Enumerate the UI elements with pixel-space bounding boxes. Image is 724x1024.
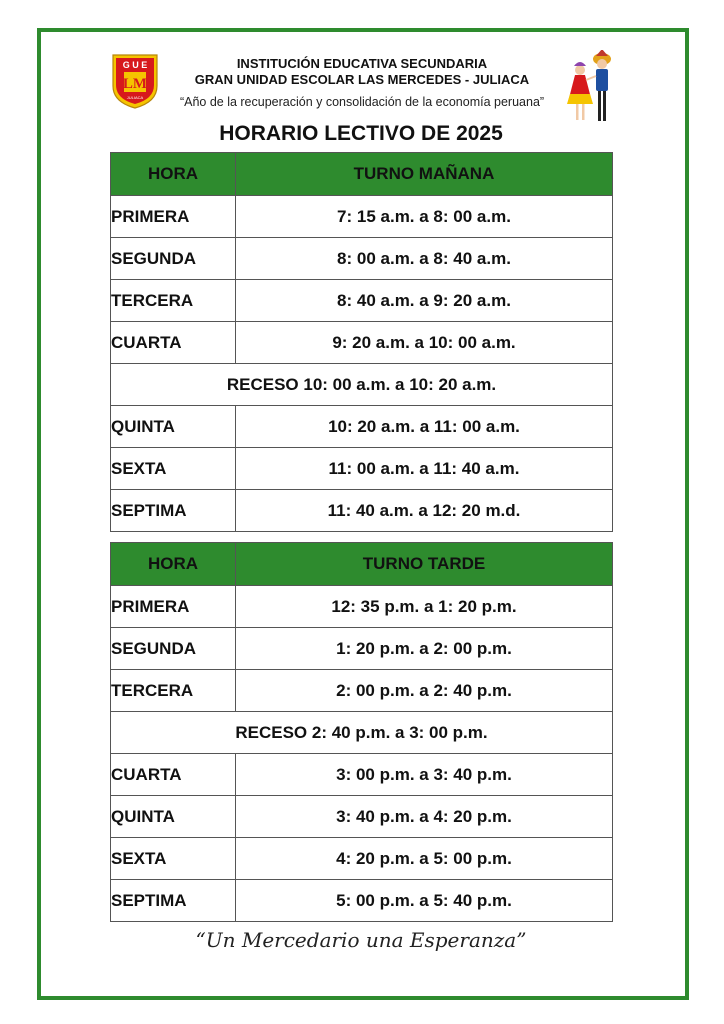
school-type: INSTITUCIÓN EDUCATIVA SECUNDARIA bbox=[236, 56, 488, 71]
recess-row bbox=[111, 364, 613, 406]
afternoon-schedule-table bbox=[110, 542, 613, 922]
period-label: CUARTA bbox=[111, 754, 236, 796]
shift-column-header: TURNO TARDE bbox=[236, 543, 613, 586]
period-label: QUINTA bbox=[111, 406, 236, 448]
table-row bbox=[111, 238, 613, 280]
table-row bbox=[111, 196, 613, 238]
period-label: SEPTIMA bbox=[111, 880, 236, 922]
period-label: PRIMERA bbox=[111, 586, 236, 628]
shift-column-header: TURNO MAÑANA bbox=[236, 153, 613, 196]
table-header-row bbox=[111, 153, 613, 196]
period-label: SEGUNDA bbox=[111, 628, 236, 670]
crest-letters: G U E bbox=[122, 60, 148, 70]
hour-column-header: HORA bbox=[111, 153, 236, 196]
period-time: 1: 20 p.m. a 2: 00 p.m. bbox=[236, 628, 613, 670]
period-label: PRIMERA bbox=[111, 196, 236, 238]
crest-monogram: LM bbox=[122, 76, 148, 92]
period-time: 3: 00 p.m. a 3: 40 p.m. bbox=[236, 754, 613, 796]
recess-label: RECESO 2: 40 p.m. a 3: 00 p.m. bbox=[111, 712, 613, 754]
recess-row bbox=[111, 712, 613, 754]
period-label: TERCERA bbox=[111, 670, 236, 712]
morning-schedule-table bbox=[110, 152, 613, 532]
table-row bbox=[111, 754, 613, 796]
table-row bbox=[111, 838, 613, 880]
table-header-row bbox=[111, 543, 613, 586]
page-title: HORARIO LECTIVO DE 2025 bbox=[219, 122, 503, 145]
period-label: CUARTA bbox=[111, 322, 236, 364]
table-row bbox=[111, 322, 613, 364]
crest-city: JULIACA bbox=[126, 95, 144, 100]
year-motto: “Año de la recuperación y consolidación de la economía peruana” bbox=[179, 95, 545, 109]
period-time: 4: 20 p.m. a 5: 00 p.m. bbox=[236, 838, 613, 880]
period-time: 8: 40 a.m. a 9: 20 a.m. bbox=[236, 280, 613, 322]
table-row bbox=[111, 628, 613, 670]
period-time: 3: 40 p.m. a 4: 20 p.m. bbox=[236, 796, 613, 838]
period-label: SEXTA bbox=[111, 448, 236, 490]
table-row bbox=[111, 448, 613, 490]
table-row bbox=[111, 406, 613, 448]
period-time: 10: 20 a.m. a 11: 00 a.m. bbox=[236, 406, 613, 448]
school-name: GRAN UNIDAD ESCOLAR LAS MERCEDES - JULIACA bbox=[194, 72, 530, 87]
recess-label: RECESO 10: 00 a.m. a 10: 20 a.m. bbox=[111, 364, 613, 406]
period-label: QUINTA bbox=[111, 796, 236, 838]
table-row bbox=[111, 280, 613, 322]
table-row bbox=[111, 670, 613, 712]
period-time: 8: 00 a.m. a 8: 40 a.m. bbox=[236, 238, 613, 280]
period-time: 11: 00 a.m. a 11: 40 a.m. bbox=[236, 448, 613, 490]
table-row bbox=[111, 490, 613, 532]
period-label: SEPTIMA bbox=[111, 490, 236, 532]
period-time: 7: 15 a.m. a 8: 00 a.m. bbox=[236, 196, 613, 238]
period-label: SEGUNDA bbox=[111, 238, 236, 280]
table-row bbox=[111, 880, 613, 922]
period-time: 5: 00 p.m. a 5: 40 p.m. bbox=[236, 880, 613, 922]
period-time: 9: 20 a.m. a 10: 00 a.m. bbox=[236, 322, 613, 364]
table-row bbox=[111, 586, 613, 628]
hour-column-header: HORA bbox=[111, 543, 236, 586]
period-time: 2: 00 p.m. a 2: 40 p.m. bbox=[236, 670, 613, 712]
period-label: TERCERA bbox=[111, 280, 236, 322]
table-row bbox=[111, 796, 613, 838]
period-time: 12: 35 p.m. a 1: 20 p.m. bbox=[236, 586, 613, 628]
school-tagline: “Un Mercedario una Esperanza” bbox=[195, 928, 527, 952]
period-label: SEXTA bbox=[111, 838, 236, 880]
period-time: 11: 40 a.m. a 12: 20 m.d. bbox=[236, 490, 613, 532]
